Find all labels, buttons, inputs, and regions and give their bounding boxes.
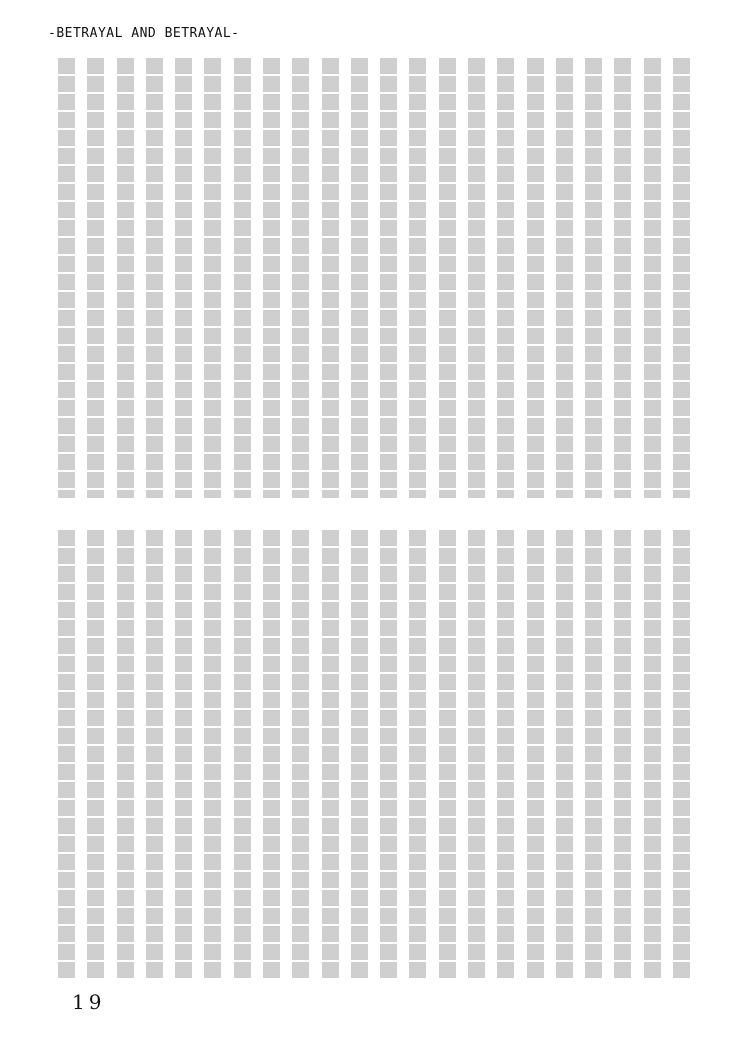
redacted-text-column bbox=[175, 530, 192, 978]
redacted-text-column bbox=[409, 58, 426, 498]
redacted-text-column bbox=[644, 58, 661, 498]
redacted-text-column bbox=[556, 530, 573, 978]
text-block-upper-redacted bbox=[58, 58, 690, 498]
redacted-text-column bbox=[409, 530, 426, 978]
redacted-text-column bbox=[497, 530, 514, 978]
redacted-text-column bbox=[585, 58, 602, 498]
redacted-text-column bbox=[527, 530, 544, 978]
redacted-text-column bbox=[87, 58, 104, 498]
redacted-text-column bbox=[292, 58, 309, 498]
redacted-text-column bbox=[351, 58, 368, 498]
redacted-text-column bbox=[58, 530, 75, 978]
redacted-text-column bbox=[468, 58, 485, 498]
redacted-text-column bbox=[322, 58, 339, 498]
redacted-text-column bbox=[175, 58, 192, 498]
redacted-text-column bbox=[292, 530, 309, 978]
redacted-text-column bbox=[117, 58, 134, 498]
redacted-text-column bbox=[673, 58, 690, 498]
redacted-text-column bbox=[322, 530, 339, 978]
redacted-text-column bbox=[117, 530, 134, 978]
running-header: -BETRAYAL AND BETRAYAL- bbox=[48, 26, 240, 41]
redacted-text-column bbox=[58, 58, 75, 498]
redacted-text-column bbox=[234, 58, 251, 498]
redacted-text-column bbox=[439, 530, 456, 978]
redacted-text-column bbox=[351, 530, 368, 978]
redacted-text-column bbox=[234, 530, 251, 978]
redacted-text-column bbox=[497, 58, 514, 498]
text-block-lower-redacted bbox=[58, 530, 690, 978]
page-number: 19 bbox=[72, 990, 106, 1014]
redacted-text-column bbox=[204, 58, 221, 498]
redacted-text-column bbox=[556, 58, 573, 498]
redacted-text-column bbox=[585, 530, 602, 978]
redacted-text-column bbox=[614, 58, 631, 498]
redacted-text-column bbox=[644, 530, 661, 978]
redacted-text-column bbox=[204, 530, 221, 978]
redacted-text-column bbox=[439, 58, 456, 498]
redacted-text-column bbox=[380, 530, 397, 978]
redacted-text-column bbox=[527, 58, 544, 498]
redacted-text-column bbox=[614, 530, 631, 978]
redacted-text-column bbox=[468, 530, 485, 978]
redacted-text-column bbox=[380, 58, 397, 498]
redacted-text-column bbox=[263, 58, 280, 498]
redacted-text-column bbox=[87, 530, 104, 978]
redacted-text-column bbox=[146, 58, 163, 498]
redacted-text-column bbox=[146, 530, 163, 978]
redacted-text-column bbox=[263, 530, 280, 978]
redacted-text-column bbox=[673, 530, 690, 978]
